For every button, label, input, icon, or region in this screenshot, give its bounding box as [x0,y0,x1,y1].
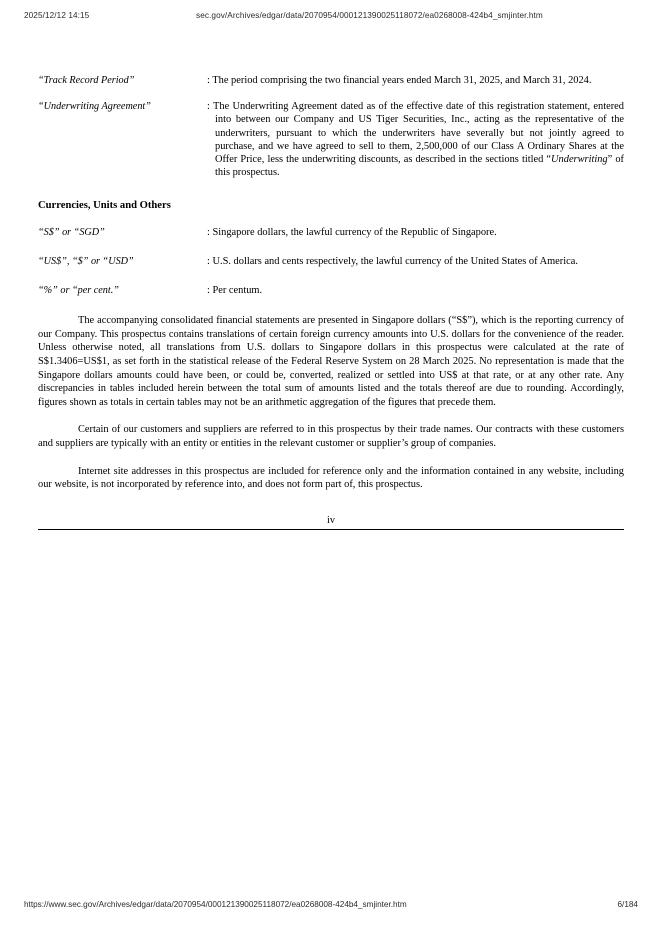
print-footer-page-indicator: 6/184 [617,900,638,909]
print-header-url: sec.gov/Archives/edgar/data/2070954/000121390025118072/ea0268008-424b4_smjinter.htm [196,11,543,20]
definition-row [38,74,624,87]
page-number: iv [327,514,335,526]
definition-text: : U.S. dollars and cents respectively, the lawful currency of the United States of America. [207,255,578,267]
definition-text: : Singapore dollars, the lawful currency of the Republic of Singapore. [207,226,497,238]
definition-row [38,255,624,268]
document-page [38,0,624,530]
definition-list-top [38,74,624,179]
definition-text [207,100,624,179]
section-heading-currencies: Currencies, Units and Others [38,200,171,212]
definition-row [38,100,624,179]
definition-term: “Underwriting Agreement” [38,101,151,113]
definition-text-tail: ” of this prospectus. [215,154,624,179]
definition-row [38,226,624,239]
document-body [38,74,624,530]
body-paragraph: Internet site addresses in this prospectus are included for reference only and the information contained in any website, including our website, is not incorporated by reference into, and does not form part of, this prospectus. [38,465,624,491]
browser-print-footer [0,900,662,914]
print-header-timestamp: 2025/12/12 14:15 [24,11,90,20]
definition-term: “S$” or “SGD” [38,226,105,238]
definition-text: : Per centum. [207,285,263,297]
definition-term: “Track Record Period” [38,75,135,86]
definition-text-lead: : The Underwriting Agreement dated as of the effective date of this registration statement, entered into between our Company and US Tiger Securities, Inc., acting as the representative of the underwriters, pursuant to which the underwriters have severally but not jointly agreed to purchase, and we have agreed to sell to them, 2,500,000 of our Class A Ordinary Shares at the Offer Price, less the underwriting discounts, as described in the sections titled “ [207,101,624,166]
footer-divider [38,529,624,530]
definition-text-emphasis: Underwriting [551,154,608,166]
body-paragraph: Certain of our customers and suppliers are referred to in this prospectus by their trade names. Our contracts with these customers and suppliers are typically with an entity or entities in the relevant customer or supplier’s group of companies. [38,424,624,449]
definition-term: “%” or “per cent.” [38,285,119,297]
definition-list-currencies [38,226,624,298]
print-footer-url: https://www.sec.gov/Archives/edgar/data/2070954/000121390025118072/ea0268008-424b4_smjinter.htm [24,900,407,909]
definition-row [38,284,624,297]
definition-term: “US$”, “$” or “USD” [38,255,134,267]
definition-text: : The period comprising the two financial years ended March 31, 2025, and March 31, 2024. [207,75,592,86]
body-paragraph: The accompanying consolidated financial statements are presented in Singapore dollars (“S$”), which is the reporting currency of our Company. This prospectus contains translations of certain foreign currency amounts into U.S. dollars for the convenience of the reader. Unless otherwise noted, all translations from U.S. dollars to Singapore dollars in this prospectus were calculated at the rate of S$1.3406=US$1, as set forth in the statistical release of the Federal Reserve System on 28 March 2025. No representation is made that the Singapore dollars amounts could have been, or could be, converted, realized or settled into US$ at that rate, or at any other rate. Any discrepancies in tables included herein between the total sum of amounts listed and the totals thereof are due to rounding. Accordingly, figures shown as totals in certain tables may not be an arithmetic aggregation of the figures that precede them. [38,315,624,408]
